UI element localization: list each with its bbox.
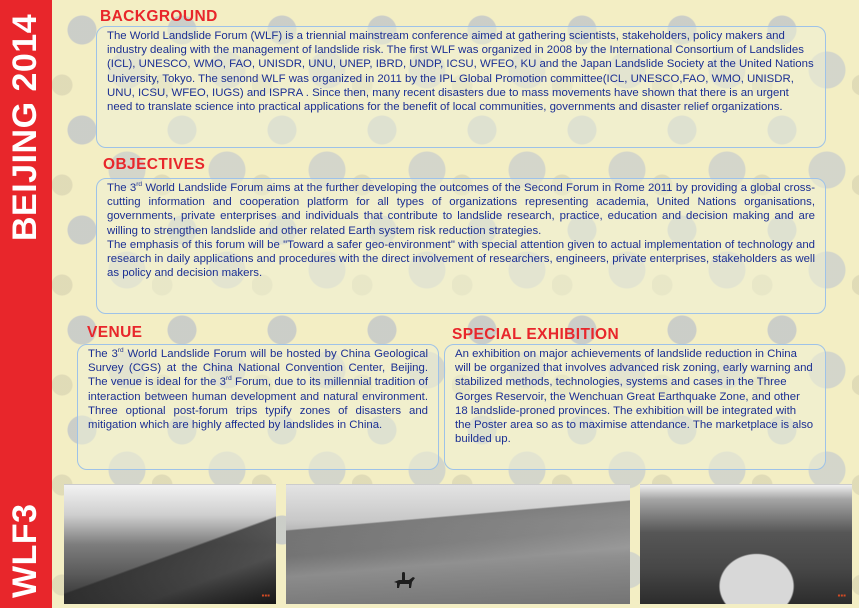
background-box [96, 26, 826, 148]
exhibition-box [444, 344, 826, 470]
exhibition-heading: SPECIAL EXHIBITION [452, 326, 620, 343]
reservoir-cliff-photo [640, 484, 852, 604]
sidebar-banner [0, 0, 52, 608]
exhibition-text: An exhibition on major achievements of landslide reduction in China will be organized that involves advanced risk zoning, early warning and stabilized methods, technologies, systems and cases in the Three Gorges Reservoir, the Wenchuan Great Earthquake Zone, and other 18 landslide-proned provinces. The exhibition will be integrated with the Poster area so as to maximise attendance. The marketplace is also builded up. [455, 348, 814, 446]
venue-heading: VENUE [87, 324, 143, 341]
photo-stamp: ▪▪▪ [837, 591, 846, 600]
objectives-paragraph-2: The emphasis of this forum will be "Toward a safer geo-environment" with special attention given to actual implementation of technology and research in daily applications and procedures with the direct involvement of researchers, engineers, private enterprises, stakeholders as well as policy and decision makers. [107, 238, 815, 280]
objectives-heading: OBJECTIVES [103, 156, 206, 173]
sidebar-title-beijing: BEIJING 2014 [6, 14, 44, 242]
objectives-paragraph-1: The 3rd World Landslide Forum aims at the further developing the outcomes of the Second Forum in Rome 2011 by providing a global cross-cutting information and cooperation platform for all types of organizations representing academia, United Nations organisations, governments, private enterprises and individuals that contribute to landslide research, practice, education and decision making and are willing to strengthen landslide and other related Earth system risk reduction strategies. [107, 181, 815, 237]
sidebar-title-wlf3: WLF3 [6, 503, 44, 598]
background-heading: BACKGROUND [100, 8, 218, 25]
venue-text: The 3rd World Landslide Forum will be hosted by China Geological Survey (CGS) at the China National Convention Center, Beijing. The venue is ideal for the 3rd Forum, due to its millennial tradition of interaction between human development and natural environment. Three optional post-forum trips typify zones of disasters and mitigation which are highly affected by landslides in China. [88, 347, 428, 432]
landslide-valley-photo [64, 484, 276, 604]
venue-box [77, 344, 439, 470]
photo-stamp: ▪▪▪ [261, 591, 270, 600]
horse-rider-icon [391, 572, 417, 590]
objectives-box [96, 178, 826, 314]
background-text: The World Landslide Forum (WLF) is a triennial mainstream conference aimed at gathering scientists, stakeholders, policy makers and industry dealing with the management of landslide risk. The first WLF was organized in 2008 by the International Consortium of Landslides (ICL), UNESCO, WMO, FAO, UNISDR, UNU, UNEP, IBRD, UNDP, ICSU, WFEO, KU and the Japan Landslide Society at the United Nations University, Tokyo. The senond WLF was organized in 2011 by the IPL Global Promotion committee(ICL, UNESCO,FAO, WMO, UNISDR, UNU, ICSU, WFEO, IUGS) and ISPRA . Since then, many recent disasters due to mass movements have shown that there is an urgent need to translate science into practical applications for the benefit of local communities, governments and disaster relief organizations. [107, 30, 814, 114]
grassland-horse-photo [286, 484, 630, 604]
